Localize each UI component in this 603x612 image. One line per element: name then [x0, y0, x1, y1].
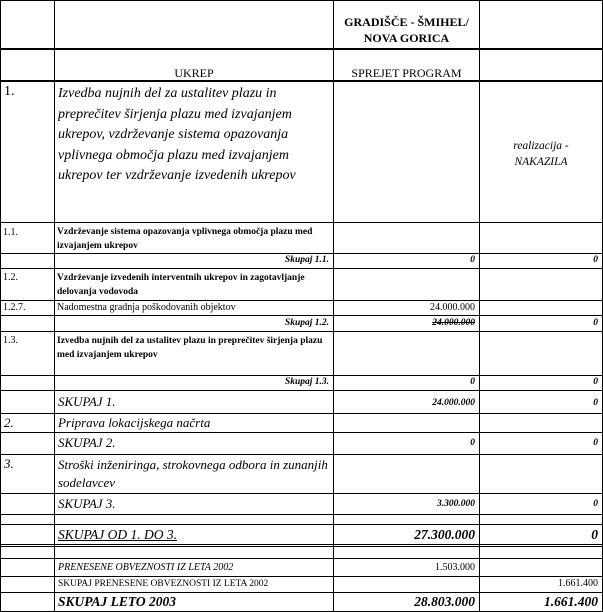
total-1-value: 24.000.000 — [432, 398, 475, 408]
carried-obligations-label: PRENESENE OBVEZNOSTI IZ LETA 2002 — [58, 562, 234, 573]
row-1-3-total-value: 0 — [470, 377, 475, 387]
total-1-realizacija: 0 — [593, 398, 598, 408]
year-total-label: SKUPAJ LETO 2003 — [58, 594, 177, 609]
row-1-3-total-label: Skupaj 1.3. — [284, 377, 329, 387]
row-line — [0, 268, 603, 269]
year-total-value: 28.803.000 — [414, 594, 475, 609]
row-line — [0, 493, 603, 494]
row-line — [0, 331, 603, 332]
row-line — [0, 222, 603, 223]
row-1-2-description: Vzdrževanje izvedenih interventnih ukrepov in zagotavljanje delovanja vodovoda — [57, 273, 305, 297]
row-1-2-7-value: 24.000.000 — [430, 302, 475, 313]
row-1-2-7-description: Nadomestna gradnja poškodovanih objektov — [57, 302, 236, 313]
row-1-3-number: 1.3. — [3, 335, 18, 346]
header-ukrep: UKREP — [174, 66, 214, 80]
row-line — [0, 48, 603, 50]
grand-total-1-3-value: 27.300.000 — [414, 527, 475, 542]
row-3-number: 3. — [4, 456, 14, 471]
row-1-description: Izvedba nujnih del za ustalitev plazu in preprečitev širjenja plazu med izvajanjem ukrepov, vzdrževanje sistema opazovanja vplivnega območja plazu med izvajanjem ukrepov ter vzdrževanje izvedenih ukrepov — [58, 86, 296, 183]
column-divider-3 — [479, 0, 480, 612]
row-line — [0, 413, 603, 414]
header-realizacija: realizacija - NAKAZILA — [513, 140, 569, 168]
row-line — [0, 390, 603, 391]
row-line-double — [0, 544, 603, 547]
row-1-1-description: Vzdrževanje sistema opazovanja vplivnega območja plazu med izvajanjem ukrepov — [57, 227, 313, 251]
header-sprejet-program: SPREJET PROGRAM — [351, 66, 462, 80]
row-1-1-total-label: Skupaj 1.1. — [284, 255, 329, 265]
header-gradisce: GRADIŠČE - ŠMIHEL/ NOVA GORICA — [344, 15, 469, 45]
row-line — [0, 524, 603, 525]
row-line — [0, 300, 603, 301]
carried-obligations-value: 1.503.000 — [435, 562, 475, 573]
row-line — [0, 454, 603, 455]
row-1-2-number: 1.2. — [3, 272, 18, 283]
carried-obligations-total-realizacija: 1.661.400 — [558, 578, 598, 589]
row-1-1-total-realizacija: 0 — [593, 255, 598, 265]
row-line — [0, 0, 603, 1]
total-3-label: SKUPAJ 3. — [58, 496, 116, 511]
row-1-2-7-number: 1.2.7. — [3, 302, 26, 313]
year-total-realizacija: 1.661.400 — [544, 594, 598, 609]
total-3-value: 3.300.000 — [437, 499, 475, 509]
total-2-value: 0 — [470, 438, 475, 448]
carried-obligations-total-label: SKUPAJ PRENESENE OBVEZNOSTI IZ LETA 2002 — [58, 579, 269, 589]
row-2-description: Priprava lokacijskega načrta — [58, 415, 211, 430]
row-1-number: 1. — [4, 84, 15, 99]
row-line — [0, 253, 603, 254]
total-2-realizacija: 0 — [593, 438, 598, 448]
column-divider-1 — [54, 0, 55, 612]
row-line — [0, 432, 603, 433]
row-line — [0, 558, 603, 559]
row-1-1-total-value: 0 — [470, 255, 475, 265]
row-3-description: Stroški inženiringa, strokovnega odbora in zunanjih sodelavcev — [58, 457, 328, 490]
row-1-1-number: 1.1. — [3, 227, 18, 238]
row-line — [0, 315, 603, 316]
row-line — [0, 375, 603, 376]
table-border-left — [0, 0, 1, 612]
total-3-realizacija: 0 — [593, 499, 598, 509]
total-2-label: SKUPAJ 2. — [58, 435, 116, 450]
grand-total-1-3-label: SKUPAJ OD 1. DO 3. — [58, 527, 177, 542]
grand-total-1-3-realizacija: 0 — [591, 527, 598, 542]
row-2-number: 2. — [4, 415, 14, 430]
row-line — [0, 576, 603, 577]
row-1-3-description: Izvedba nujnih del za ustalitev plazu in preprečitev širjenja plazu med izvajanjem ukrepov — [57, 336, 323, 360]
row-1-3-total-realizacija: 0 — [593, 377, 598, 387]
row-line — [0, 592, 603, 593]
row-1-2-total-realizacija: 0 — [593, 318, 598, 328]
total-1-label: SKUPAJ 1. — [58, 394, 116, 409]
row-1-2-total-label: Skupaj 1.2. — [284, 318, 329, 328]
row-1-2-total-value: 24.000.000 — [432, 318, 475, 328]
row-line — [0, 514, 603, 515]
